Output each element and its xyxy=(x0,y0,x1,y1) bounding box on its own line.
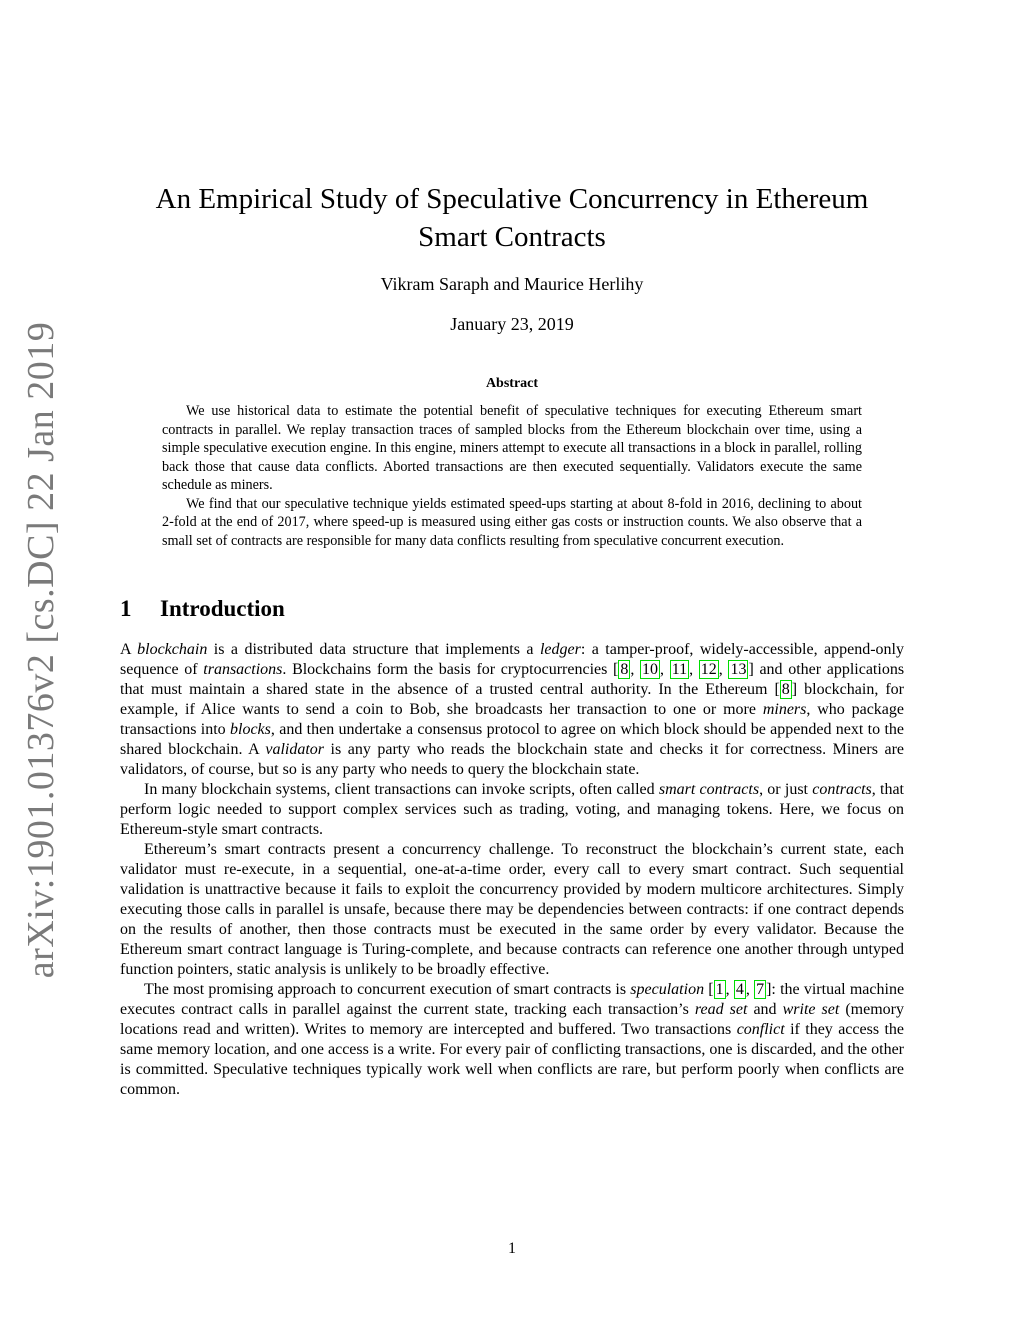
citation-link[interactable]: 7 xyxy=(756,981,765,998)
term-transactions: transactions xyxy=(203,661,283,678)
paragraph: The most promising approach to concurrent execution of smart contracts is speculation [ 1 , 4 , 7 ]: the virtual machine executes contract calls in parallel against the current state, tracking each transaction’s read set and write set (memory locations read and written). Writes to memory are intercepted and buffered. Two transactions conflict if they access the same memory location, and one access is a write. For every pair of conflicting transactions, one is discarded, and the other is committed. Speculative techniques typically work well when conflicts are rare, but perform poorly when conflicts are common. xyxy=(120,981,905,1098)
abstract xyxy=(162,402,862,550)
paragraph: Ethereum’s smart contracts present a concurrency challenge. To reconstruct the blockchain’s current state, each validator must re-execute, in a sequential, one-at-a-time order, every call to every smart contract. Such sequential validation is unattractive because it fails to exploit the concurrency provided by modern multicore architectures. Simply executing those calls in parallel is unsafe, because there may be dependencies between contracts: if one contract depends on the results of another, then those contracts must be executed in the same order by every validator. Because the Ethereum smart contract language is Turing-complete, and because contracts can reference one another through untyped function pointers, static analysis is unlikely to be broadly effective. xyxy=(120,841,904,978)
citation-link[interactable]: 12 xyxy=(700,661,717,678)
paper-authors: Vikram Saraph and Maurice Herlihy xyxy=(380,274,644,294)
arxiv-sidebar xyxy=(20,321,63,979)
citation-link[interactable]: 8 xyxy=(781,681,790,698)
paragraph: In many blockchain systems, client transactions can invoke scripts, often called smart contracts, or just contracts, that perform logic needed to support complex services such as trading, voting, and managing tokens. Here, we focus on Ethereum-style smart contracts. xyxy=(120,781,904,838)
term-read-set: read set xyxy=(694,1001,748,1018)
citation-link[interactable]: 8 xyxy=(620,661,629,678)
citation-link[interactable]: 13 xyxy=(730,661,747,678)
term-validator: validator xyxy=(265,741,325,758)
term-miners: miners xyxy=(762,701,807,718)
term-contracts: contracts xyxy=(812,781,872,798)
citation-link[interactable]: 4 xyxy=(735,981,744,998)
term-blocks: blocks xyxy=(230,721,271,738)
section-title: Introduction xyxy=(160,596,285,621)
paper-title: An Empirical Study of Speculative Concurrency in Ethereum Smart Contracts xyxy=(155,183,869,253)
citation-link[interactable]: 10 xyxy=(642,661,659,678)
term-blockchain: blockchain xyxy=(137,641,208,658)
body-text xyxy=(120,640,904,1100)
paper-date: January 23, 2019 xyxy=(450,314,574,334)
term-write-set: write set xyxy=(782,1001,840,1018)
term-conflict: conflict xyxy=(736,1021,785,1038)
section-heading xyxy=(120,596,285,622)
abstract-paragraph: We find that our speculative technique yields estimated speed-ups starting at about 8-fold in 2016, declining to about 2-fold at the end of 2017, where speed-up is measured using either gas costs or instruction counts. We also observe that a small set of contracts are responsible for many data conflicts resulting from speculative concurrent execution. xyxy=(162,495,862,549)
page-number: 1 xyxy=(508,1240,516,1257)
section-number: 1 xyxy=(120,596,132,621)
term-ledger: ledger xyxy=(539,641,581,658)
term-speculation: speculation xyxy=(630,981,705,998)
abstract-paragraph: We use historical data to estimate the potential benefit of speculative techniques for executing Ethereum smart contracts in parallel. We replay transaction traces of sampled blocks from the Ethereum blockchain over time, using a simple speculative execution engine. In this engine, miners attempt to execute all transactions in a block in parallel, rolling back those that cause data conflicts. Aborted transactions are then executed sequentially. Validators execute the same schedule as miners. xyxy=(162,403,862,493)
arxiv-identifier: arXiv:1901.01376v2 [cs.DC] 22 Jan 2019 xyxy=(20,321,63,979)
paragraph: A blockchain is a distributed data structure that implements a ledger: a tamper-proof, widely-accessible, append-only sequence of transactions. Blockchains form the basis for cryptocurrencies [ 8 , 10 , 11 , 12 , 13 ] and other applications that must maintain a shared state in the absence of a trusted central authority. In the Ethereum [ 8 ] blockchain, for example, if Alice wants to send a coin to Bob, she broadcasts her transaction to one or more miners, who package transactions into blocks, and then undertake a consensus protocol to agree on which block should be appended next to the shared blockchain. A validator is any party who reads the blockchain state and checks it for correctness. Miners are validators, of course, but so is any party who needs to query the blockchain state. xyxy=(120,641,905,778)
citation-link[interactable]: 11 xyxy=(671,661,688,678)
citation-link[interactable]: 1 xyxy=(715,981,724,998)
abstract-heading: Abstract xyxy=(485,376,539,391)
term-smart-contracts: smart contracts xyxy=(658,781,760,798)
